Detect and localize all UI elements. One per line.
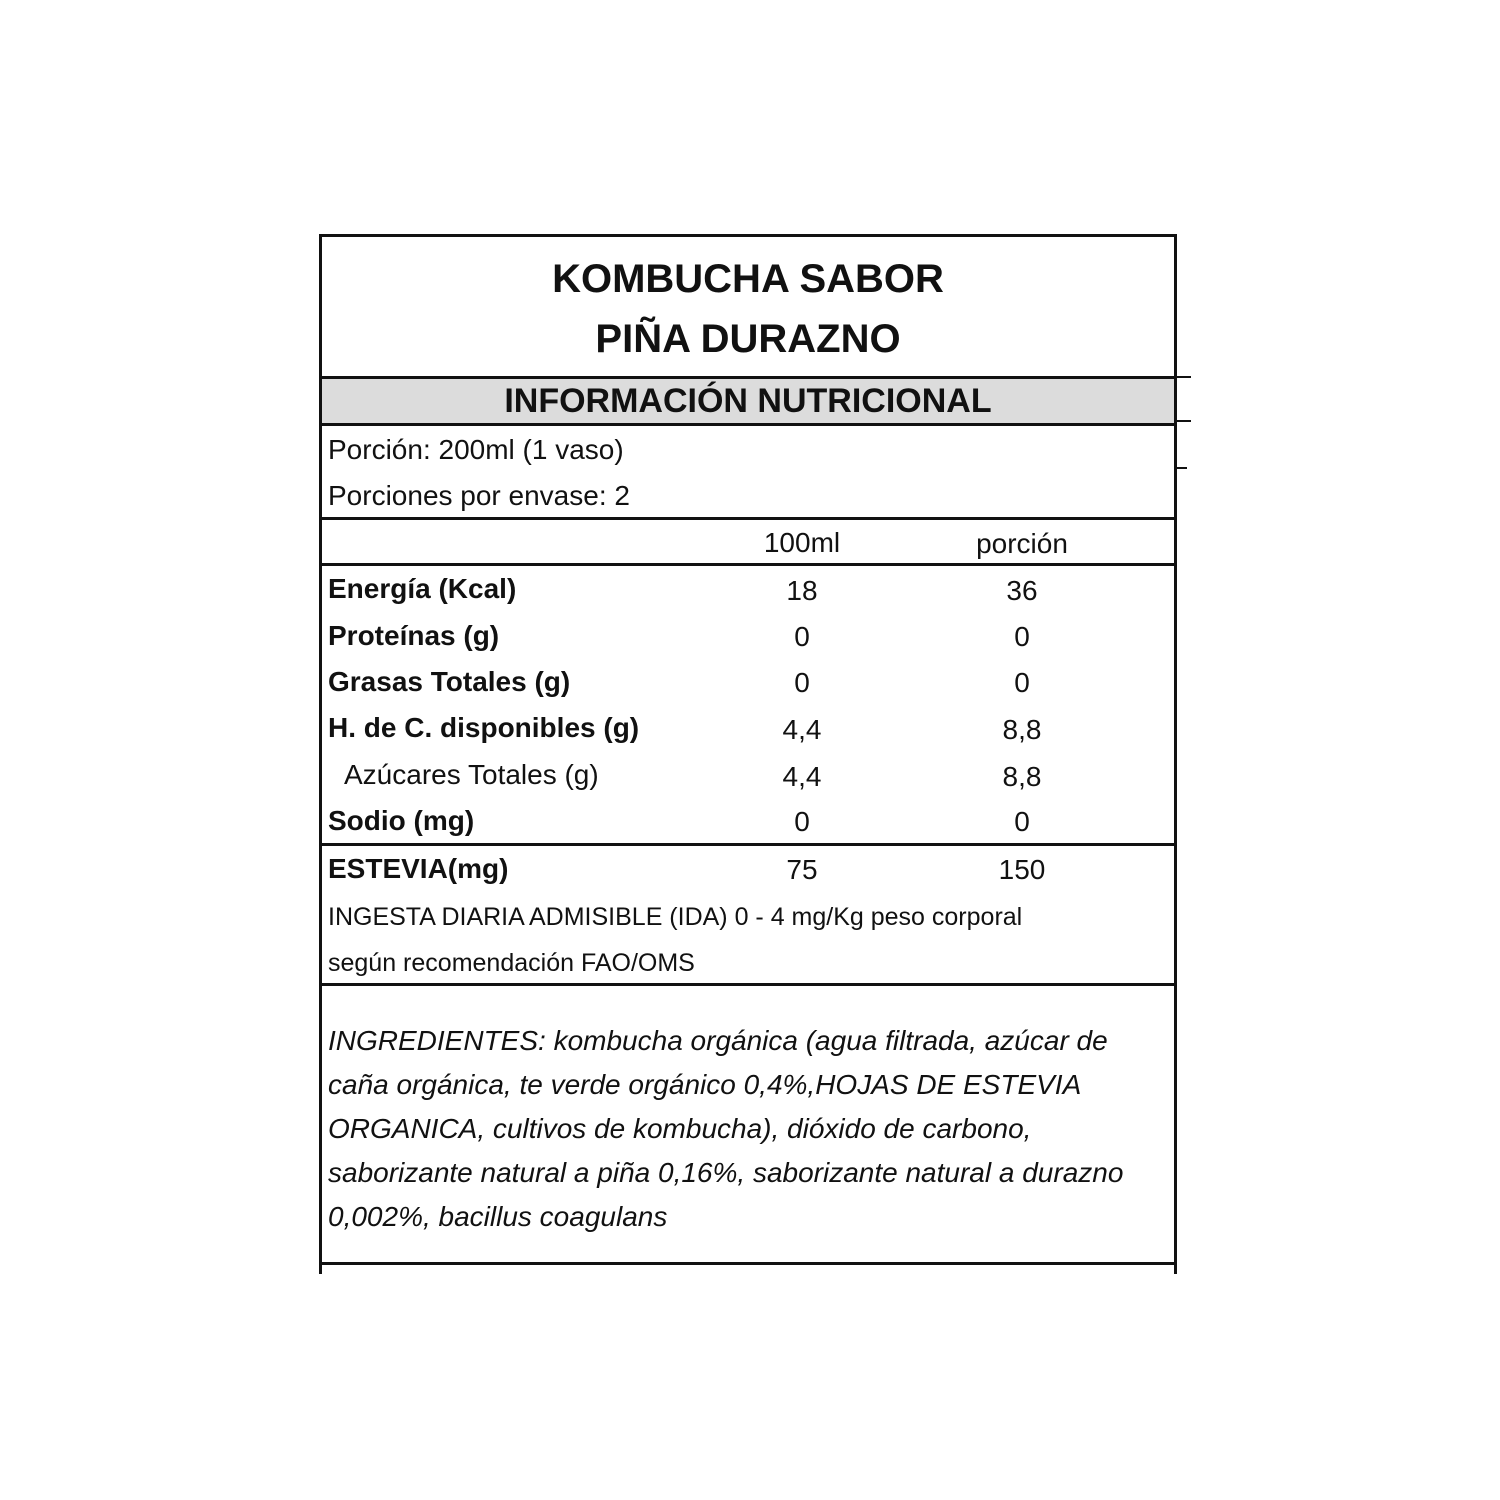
divider (322, 1262, 1174, 1265)
nutrition-header: INFORMACIÓN NUTRICIONAL (322, 379, 1174, 424)
ida-note-line-1: INGESTA DIARIA ADMISIBLE (IDA) 0 - 4 mg/Kg peso corporal (328, 903, 1023, 931)
nutrient-value-energy-100ml: 18 (786, 575, 818, 606)
nutrient-value-energy-portion: 36 (1006, 575, 1038, 606)
product-title-line-1: KOMBUCHA SABOR (552, 257, 944, 301)
portion-size: Porción: 200ml (1 vaso) (328, 434, 624, 465)
nutrient-name-fat: Grasas Totales (g) (328, 666, 571, 697)
nutrition-label (319, 234, 1177, 1274)
nutrient-value-total-sugars-portion: 8,8 (1002, 761, 1042, 792)
nutrient-name-protein: Proteínas (g) (328, 620, 500, 651)
column-header-portion: porción (976, 528, 1068, 559)
nutrient-value-fat-100ml: 0 (794, 667, 810, 698)
divider (322, 563, 1174, 566)
nutrient-value-stevia-100ml: 75 (786, 854, 818, 885)
ida-note-line-2: según recomendación FAO/OMS (328, 949, 695, 977)
nutrient-name-stevia: ESTEVIA(mg) (328, 853, 509, 884)
product-title-line-2: PIÑA DURAZNO (595, 317, 901, 361)
nutrient-name-sodium: Sodio (mg) (328, 805, 475, 836)
border-tick (1177, 420, 1191, 422)
ingredients-text: INGREDIENTES: kombucha orgánica (agua filtrada, azúcar de caña orgánica, te verde orgánico 0,4%,HOJAS DE ESTEVIA ORGANICA, cultivos de kombucha), dióxido de carbono, saborizante natural a piña 0,16%, saborizante natural a durazno 0,002%, bacillus coagulans (328, 1025, 1124, 1232)
border-tick (1177, 467, 1187, 469)
divider (322, 423, 1174, 426)
nutrient-name-total-sugars: Azúcares Totales (g) (344, 759, 599, 790)
nutrient-name-energy: Energía (Kcal) (328, 573, 517, 604)
nutrient-value-carbohydrates-portion: 8,8 (1002, 714, 1042, 745)
nutrient-value-stevia-portion: 150 (998, 854, 1046, 885)
nutrient-value-fat-portion: 0 (1014, 667, 1030, 698)
nutrient-value-carbohydrates-100ml: 4,4 (782, 714, 822, 745)
nutrient-value-protein-100ml: 0 (794, 621, 810, 652)
nutrient-value-protein-portion: 0 (1014, 621, 1030, 652)
divider (322, 517, 1174, 520)
divider (322, 983, 1174, 986)
border-tick (1177, 376, 1191, 378)
nutrient-name-carbohydrates: H. de C. disponibles (g) (328, 712, 640, 743)
nutrient-value-sodium-portion: 0 (1014, 806, 1030, 837)
nutrient-value-sodium-100ml: 0 (794, 806, 810, 837)
servings-per-container: Porciones por envase: 2 (328, 480, 630, 511)
column-header-100ml: 100ml (763, 527, 841, 558)
nutrient-value-total-sugars-100ml: 4,4 (782, 761, 822, 792)
product-title (322, 237, 1174, 377)
divider (322, 843, 1174, 846)
